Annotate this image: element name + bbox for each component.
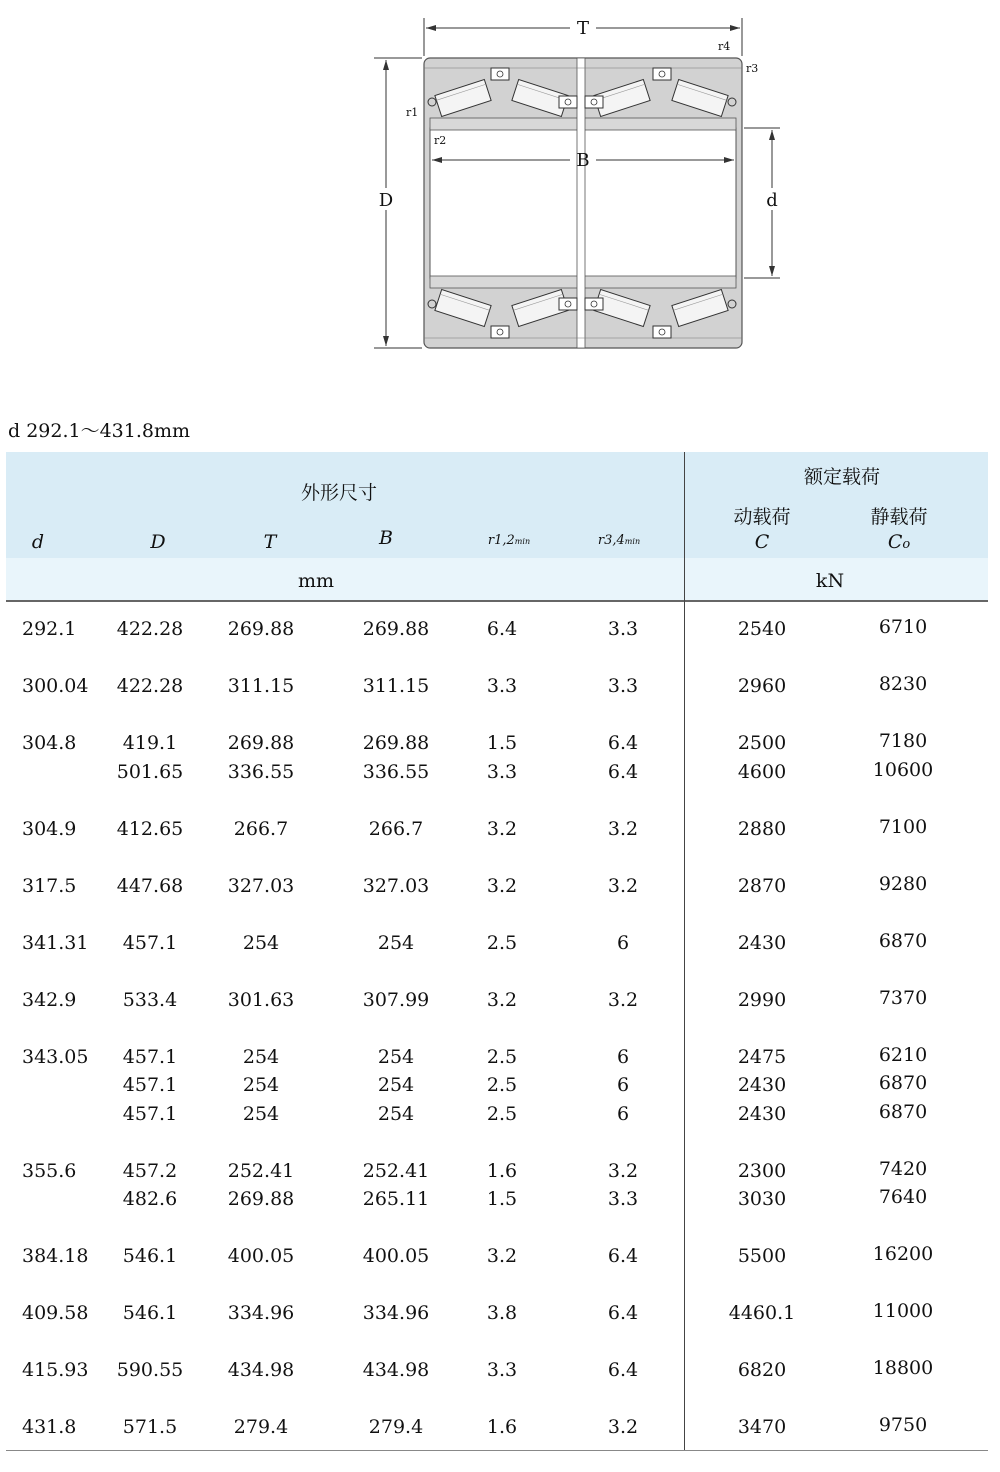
cell-r34: 3.3	[607, 618, 639, 640]
cell-C0: 9750	[878, 1414, 928, 1436]
cell-r34: 6.4	[607, 1359, 639, 1381]
cell-C: 4600	[737, 760, 787, 783]
cell-B: 254	[377, 931, 415, 954]
table-row	[0, 1359, 1000, 1388]
cell-B: 266.7	[368, 817, 424, 840]
cell-B: 269.88	[362, 732, 430, 754]
cell-C: 5500	[737, 1245, 787, 1267]
drawing-label-r4: r4	[718, 40, 731, 53]
cell-C0: 9280	[878, 872, 928, 895]
drawing-label-T: T	[576, 18, 590, 39]
table-row	[0, 986, 1000, 1018]
cell-r12: 2.5	[486, 1045, 518, 1068]
cell-d: 341.31	[22, 931, 89, 954]
cell-r12: 1.6	[486, 1159, 518, 1182]
table-row	[0, 929, 1000, 961]
cell-B: 254	[377, 1045, 415, 1068]
cell-C: 2300	[737, 1159, 787, 1182]
cell-C0: 6870	[878, 929, 928, 952]
cell-r34: 3.2	[607, 988, 639, 1011]
cell-B: 265.11	[362, 1188, 430, 1210]
table-row	[0, 1416, 1000, 1445]
cell-r34: 6	[616, 931, 630, 954]
cell-B: 311.15	[362, 675, 430, 697]
header-static-load: 静载荷	[870, 506, 928, 528]
cell-C0: 7640	[878, 1186, 928, 1208]
table-row-group	[0, 1245, 1000, 1274]
cell-C: 3030	[737, 1188, 787, 1210]
cell-C0: 16200	[872, 1243, 934, 1265]
cell-T: 269.88	[227, 1188, 295, 1210]
cell-r12: 2.5	[486, 931, 518, 954]
cell-C0: 7180	[878, 730, 928, 752]
cell-r12: 3.3	[486, 760, 518, 783]
header-col-r12: r1,2min	[487, 533, 531, 548]
header-col-T: T	[263, 531, 277, 553]
cell-r12: 3.2	[486, 988, 518, 1011]
table-row-group	[0, 1302, 1000, 1331]
table-row	[0, 675, 1000, 704]
cell-D: 546.1	[122, 1302, 178, 1324]
table-row-group	[0, 1157, 1000, 1217]
drawing-label-B: B	[576, 150, 590, 171]
cell-d: 304.9	[22, 817, 77, 840]
table-row-group	[0, 1359, 1000, 1388]
cell-T: 336.55	[227, 760, 295, 783]
cell-C0: 8230	[878, 673, 928, 695]
cell-T: 434.98	[227, 1359, 295, 1381]
unit-load: kN	[815, 570, 845, 592]
cell-r12: 2.5	[486, 1102, 518, 1125]
cell-D: 419.1	[122, 732, 178, 754]
cell-T: 254	[242, 1074, 280, 1096]
table-row	[0, 732, 1000, 761]
cell-d: 342.9	[22, 988, 77, 1011]
header-col-r34: r3,4min	[597, 533, 641, 548]
cell-C: 2880	[737, 817, 787, 840]
cell-D: 412.65	[116, 817, 184, 840]
cell-C0: 7420	[878, 1157, 928, 1180]
cell-C0: 6870	[878, 1100, 928, 1123]
cell-d: 300.04	[22, 675, 89, 697]
cell-B: 254	[377, 1074, 415, 1096]
cell-r12: 1.5	[486, 1188, 518, 1210]
cell-d: 409.58	[22, 1302, 89, 1324]
cell-r12: 3.3	[486, 1359, 518, 1381]
cell-r12: 3.2	[486, 1245, 518, 1267]
cell-C0: 11000	[872, 1300, 934, 1322]
cell-d: 292.1	[22, 618, 77, 640]
cell-B: 307.99	[362, 988, 430, 1011]
cell-r34: 3.3	[607, 675, 639, 697]
table-row	[0, 1157, 1000, 1189]
header-load-group: 额定载荷	[803, 466, 881, 488]
cell-D: 546.1	[122, 1245, 178, 1267]
table-row	[0, 1302, 1000, 1331]
cell-C0: 7100	[878, 815, 928, 838]
table-row-group	[0, 986, 1000, 1018]
cell-D: 457.1	[122, 1045, 178, 1068]
cell-r34: 6.4	[607, 1245, 639, 1267]
cell-r12: 2.5	[486, 1074, 518, 1096]
cell-r12: 3.2	[486, 874, 518, 897]
cell-D: 482.6	[122, 1188, 178, 1210]
table-row	[0, 1188, 1000, 1217]
cell-C: 2500	[737, 732, 787, 754]
cell-T: 266.7	[233, 817, 289, 840]
bearing-section-drawing	[360, 10, 780, 360]
cell-r34: 6	[616, 1074, 630, 1096]
cell-r34: 6	[616, 1045, 630, 1068]
header-bottom-rule	[6, 600, 988, 602]
cell-C0: 6210	[878, 1043, 928, 1066]
cell-C0: 6870	[878, 1072, 928, 1094]
cell-C0: 6710	[878, 616, 928, 638]
cell-d: 431.8	[22, 1416, 77, 1438]
table-row-group	[0, 1043, 1000, 1132]
cell-T: 269.88	[227, 618, 295, 640]
cell-D: 533.4	[122, 988, 178, 1011]
cell-T: 327.03	[227, 874, 295, 897]
cell-r34: 6.4	[607, 732, 639, 754]
drawing-label-r2: r2	[434, 134, 447, 147]
cell-D: 457.2	[122, 1159, 178, 1182]
cell-C: 2430	[737, 931, 787, 954]
cell-d: 304.8	[22, 732, 77, 754]
cell-C: 2430	[737, 1102, 787, 1125]
cell-r12: 3.8	[486, 1302, 518, 1324]
cell-C: 2475	[737, 1045, 787, 1068]
cell-r34: 6.4	[607, 1302, 639, 1324]
cell-r12: 6.4	[486, 618, 518, 640]
cell-T: 311.15	[227, 675, 295, 697]
table-row	[0, 1074, 1000, 1103]
cell-B: 279.4	[368, 1416, 424, 1438]
cell-D: 457.1	[122, 1102, 178, 1125]
cell-r34: 3.3	[607, 1188, 639, 1210]
header-dynamic-load: 动载荷	[733, 506, 791, 528]
cell-r34: 3.2	[607, 1159, 639, 1182]
table-row	[0, 1043, 1000, 1075]
cell-D: 457.1	[122, 1074, 178, 1096]
cell-r12: 3.2	[486, 817, 518, 840]
cell-T: 279.4	[233, 1416, 289, 1438]
cell-D: 447.68	[116, 874, 184, 897]
table-row-group	[0, 929, 1000, 961]
cell-r34: 3.2	[607, 874, 639, 897]
table-row-group	[0, 675, 1000, 704]
cell-B: 252.41	[362, 1159, 430, 1182]
cell-d: 343.05	[22, 1045, 89, 1068]
cell-D: 457.1	[122, 931, 178, 954]
table-row	[0, 1245, 1000, 1274]
cell-T: 254	[242, 1045, 280, 1068]
cell-D: 422.28	[116, 675, 184, 697]
cell-D: 501.65	[116, 760, 184, 783]
cell-B: 434.98	[362, 1359, 430, 1381]
header-col-D: D	[150, 531, 166, 553]
range-title: d 292.1～431.8mm	[8, 420, 191, 442]
cell-C: 2870	[737, 874, 787, 897]
cell-r34: 6	[616, 1102, 630, 1125]
cell-T: 301.63	[227, 988, 295, 1011]
cell-C: 2990	[737, 988, 787, 1011]
table-bottom-rule	[6, 1450, 988, 1451]
header-col-C: C	[754, 531, 770, 553]
cell-D: 571.5	[122, 1416, 178, 1438]
cell-r12: 3.3	[486, 675, 518, 697]
cell-D: 590.55	[116, 1359, 184, 1381]
cell-B: 327.03	[362, 874, 430, 897]
header-col-B: B	[379, 527, 393, 549]
cell-T: 254	[242, 931, 280, 954]
table-row	[0, 1100, 1000, 1132]
header-dims-group: 外形尺寸	[300, 482, 378, 504]
table-row	[0, 758, 1000, 790]
table-row	[0, 618, 1000, 647]
drawing-label-d: d	[766, 190, 778, 211]
table-row	[0, 872, 1000, 904]
table-row-group	[0, 815, 1000, 847]
cell-D: 422.28	[116, 618, 184, 640]
unit-dims: mm	[297, 570, 335, 592]
cell-r12: 1.6	[486, 1416, 518, 1438]
cell-C: 6820	[737, 1359, 787, 1381]
cell-r34: 3.2	[607, 817, 639, 840]
cell-T: 254	[242, 1102, 280, 1125]
table-row-group	[0, 732, 1000, 789]
table-row-group	[0, 872, 1000, 904]
cell-C: 2430	[737, 1074, 787, 1096]
cell-B: 336.55	[362, 760, 430, 783]
header-col-C0: Co	[887, 531, 911, 553]
cell-r12: 1.5	[486, 732, 518, 754]
cell-r34: 6.4	[607, 760, 639, 783]
drawing-label-D: D	[378, 190, 394, 211]
cell-T: 269.88	[227, 732, 295, 754]
cell-d: 355.6	[22, 1159, 77, 1182]
table-row-group	[0, 618, 1000, 647]
cell-B: 269.88	[362, 618, 430, 640]
cell-T: 400.05	[227, 1245, 295, 1267]
cell-T: 334.96	[227, 1302, 295, 1324]
cell-T: 252.41	[227, 1159, 295, 1182]
cell-C0: 10600	[872, 758, 934, 781]
cell-B: 334.96	[362, 1302, 430, 1324]
table-row-group	[0, 1416, 1000, 1445]
drawing-label-r1: r1	[406, 106, 419, 119]
cell-C: 3470	[737, 1416, 787, 1438]
cell-C0: 18800	[872, 1357, 934, 1379]
cell-C0: 7370	[878, 986, 928, 1009]
cell-B: 400.05	[362, 1245, 430, 1267]
cell-C: 4460.1	[728, 1302, 796, 1324]
cell-C: 2960	[737, 675, 787, 697]
drawing-label-r3: r3	[746, 62, 759, 75]
header-col-d: d	[31, 531, 45, 553]
cell-d: 415.93	[22, 1359, 89, 1381]
table-row	[0, 815, 1000, 847]
cell-r34: 3.2	[607, 1416, 639, 1438]
cell-B: 254	[377, 1102, 415, 1125]
cell-d: 317.5	[22, 874, 77, 897]
cell-C: 2540	[737, 618, 787, 640]
cell-d: 384.18	[22, 1245, 89, 1267]
